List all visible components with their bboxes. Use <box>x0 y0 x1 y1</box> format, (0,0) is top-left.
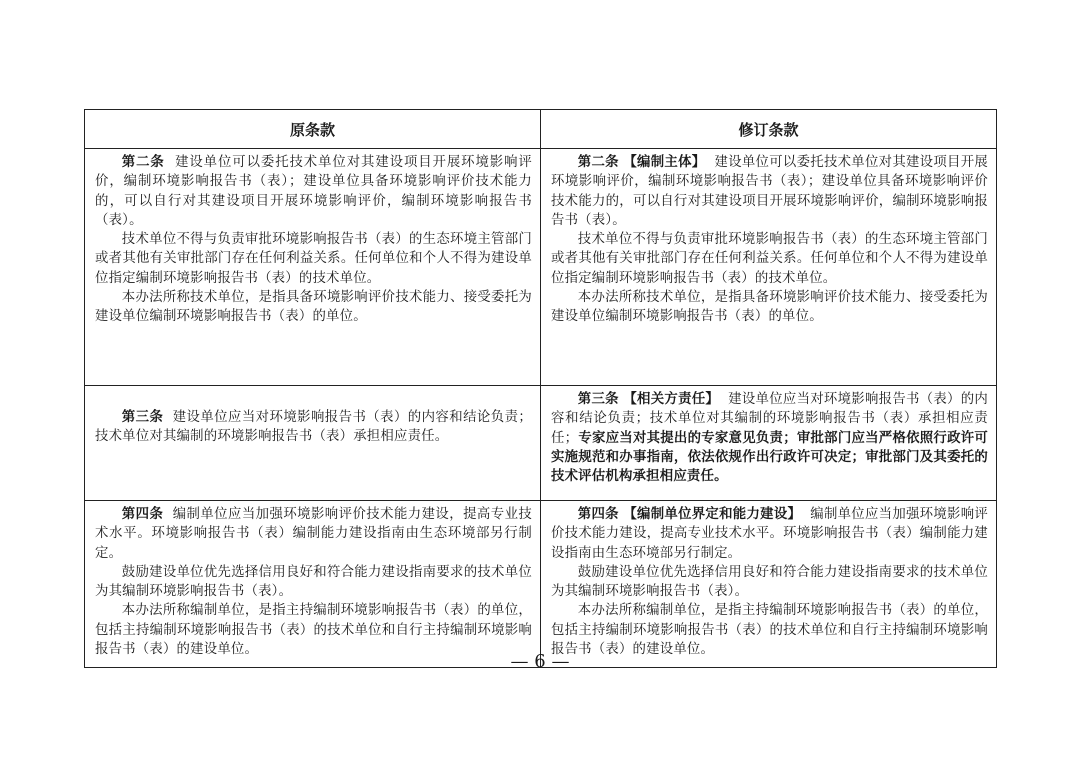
page-number: — 6 — <box>510 651 570 672</box>
paragraph-text: 建设单位可以委托技术单位对其建设项目开展环境影响评价，编制环境影响报告书（表）；建设单位具备环境影响评价技术能力的，可以自行对其建设项目开展环境影响评价，编制环境影响报告书（表）。 <box>95 155 532 228</box>
article-number: 第四条 <box>121 507 164 522</box>
paragraph-text: 建设单位应当对环境影响报告书（表）的内容和结论负责；技术单位对其编制的环境影响报告书（表）承担相应责任； <box>551 392 988 446</box>
paragraph-text: 建设单位可以委托技术单位对其建设项目开展环境影响评价，编制环境影响报告书（表）；建设单位具备环境影响评价技术能力的，可以自行对其建设项目开展环境影响评价，编制环境影响报告书（表）。 <box>551 155 988 228</box>
paragraph-text: 编制单位应当加强环境影响评价技术能力建设，提高专业技术水平。环境影响报告书（表）编制能力建设指南由生态环境部另行制定。 <box>551 507 988 561</box>
paragraph: 本办法所称编制单位，是指主持编制环境影响报告书（表）的单位，包括主持编制环境影响报告书（表）的技术单位和自行主持编制环境影响报告书（表）的建设单位。 <box>95 603 532 658</box>
paragraph <box>95 153 532 230</box>
paragraph: 鼓励建设单位优先选择信用良好和符合能力建设指南要求的技术单位为其编制环境影响报告书（表）。 <box>551 564 988 600</box>
revised-cell-article-3 <box>541 386 997 501</box>
paragraph: 本办法所称技术单位，是指具备环境影响评价技术能力、接受委托为建设单位编制环境影响报告书（表）的单位。 <box>551 290 988 325</box>
comparison-table <box>84 109 997 668</box>
original-cell-article-2 <box>85 149 541 386</box>
table-row <box>85 149 997 386</box>
paragraph: 技术单位不得与负责审批环境影响报告书（表）的生态环境主管部门或者其他有关审批部门存在任何利益关系。任何单位和个人不得为建设单位指定编制环境影响报告书（表）的技术单位。 <box>95 232 532 286</box>
original-cell-article-3 <box>85 386 541 501</box>
original-clause-header: 原条款 <box>85 110 541 149</box>
table-row <box>85 386 997 501</box>
table-row <box>85 501 997 668</box>
revised-cell-article-4 <box>541 501 997 668</box>
paragraph-text: 建设单位应当对环境影响报告书（表）的内容和结论负责；技术单位对其编制的环境影响报告书（表）承担相应责任。 <box>95 410 532 445</box>
revised-cell-article-2 <box>541 149 997 386</box>
paragraph-text: 编制单位应当加强环境影响评价技术能力建设，提高专业技术水平。环境影响报告书（表）编制能力建设指南由生态环境部另行制定。 <box>95 507 532 561</box>
paragraph: 本办法所称编制单位，是指主持编制环境影响报告书（表）的单位，包括主持编制环境影响报告书（表）的技术单位和自行主持编制环境影响报告书（表）的建设单位。 <box>551 603 988 658</box>
article-number: 第三条 <box>577 392 619 407</box>
paragraph: 鼓励建设单位优先选择信用良好和符合能力建设指南要求的技术单位为其编制环境影响报告书（表）。 <box>95 564 532 600</box>
article-number: 第二条 <box>577 155 619 170</box>
article-tag: 【相关方责任】 <box>623 392 720 407</box>
article-tag: 【编制单位界定和能力建设】 <box>623 507 802 522</box>
paragraph <box>551 505 988 563</box>
article-number: 第二条 <box>121 155 165 170</box>
paragraph: 本办法所称技术单位，是指具备环境影响评价技术能力、接受委托为建设单位编制环境影响报告书（表）的单位。 <box>95 290 532 325</box>
paragraph <box>95 408 532 447</box>
paragraph <box>95 505 532 563</box>
article-number: 第三条 <box>121 410 164 425</box>
paragraph <box>551 390 988 486</box>
paragraph <box>551 153 988 230</box>
article-number: 第四条 <box>577 507 619 522</box>
article-tag: 【编制主体】 <box>623 155 706 170</box>
paragraph: 技术单位不得与负责审批环境影响报告书（表）的生态环境主管部门或者其他有关审批部门存在任何利益关系。任何单位和个人不得为建设单位指定编制环境影响报告书（表）的技术单位。 <box>551 232 988 286</box>
added-text-bold: 专家应当对其提出的专家意见负责；审批部门应当严格依照行政许可实施规范和办事指南，依法依规作出行政许可决定；审批部门及其委托的技术评估机构承担相应责任。 <box>551 430 988 485</box>
revised-clause-header: 修订条款 <box>541 110 997 149</box>
table-header-row <box>85 110 997 149</box>
original-cell-article-4 <box>85 501 541 668</box>
